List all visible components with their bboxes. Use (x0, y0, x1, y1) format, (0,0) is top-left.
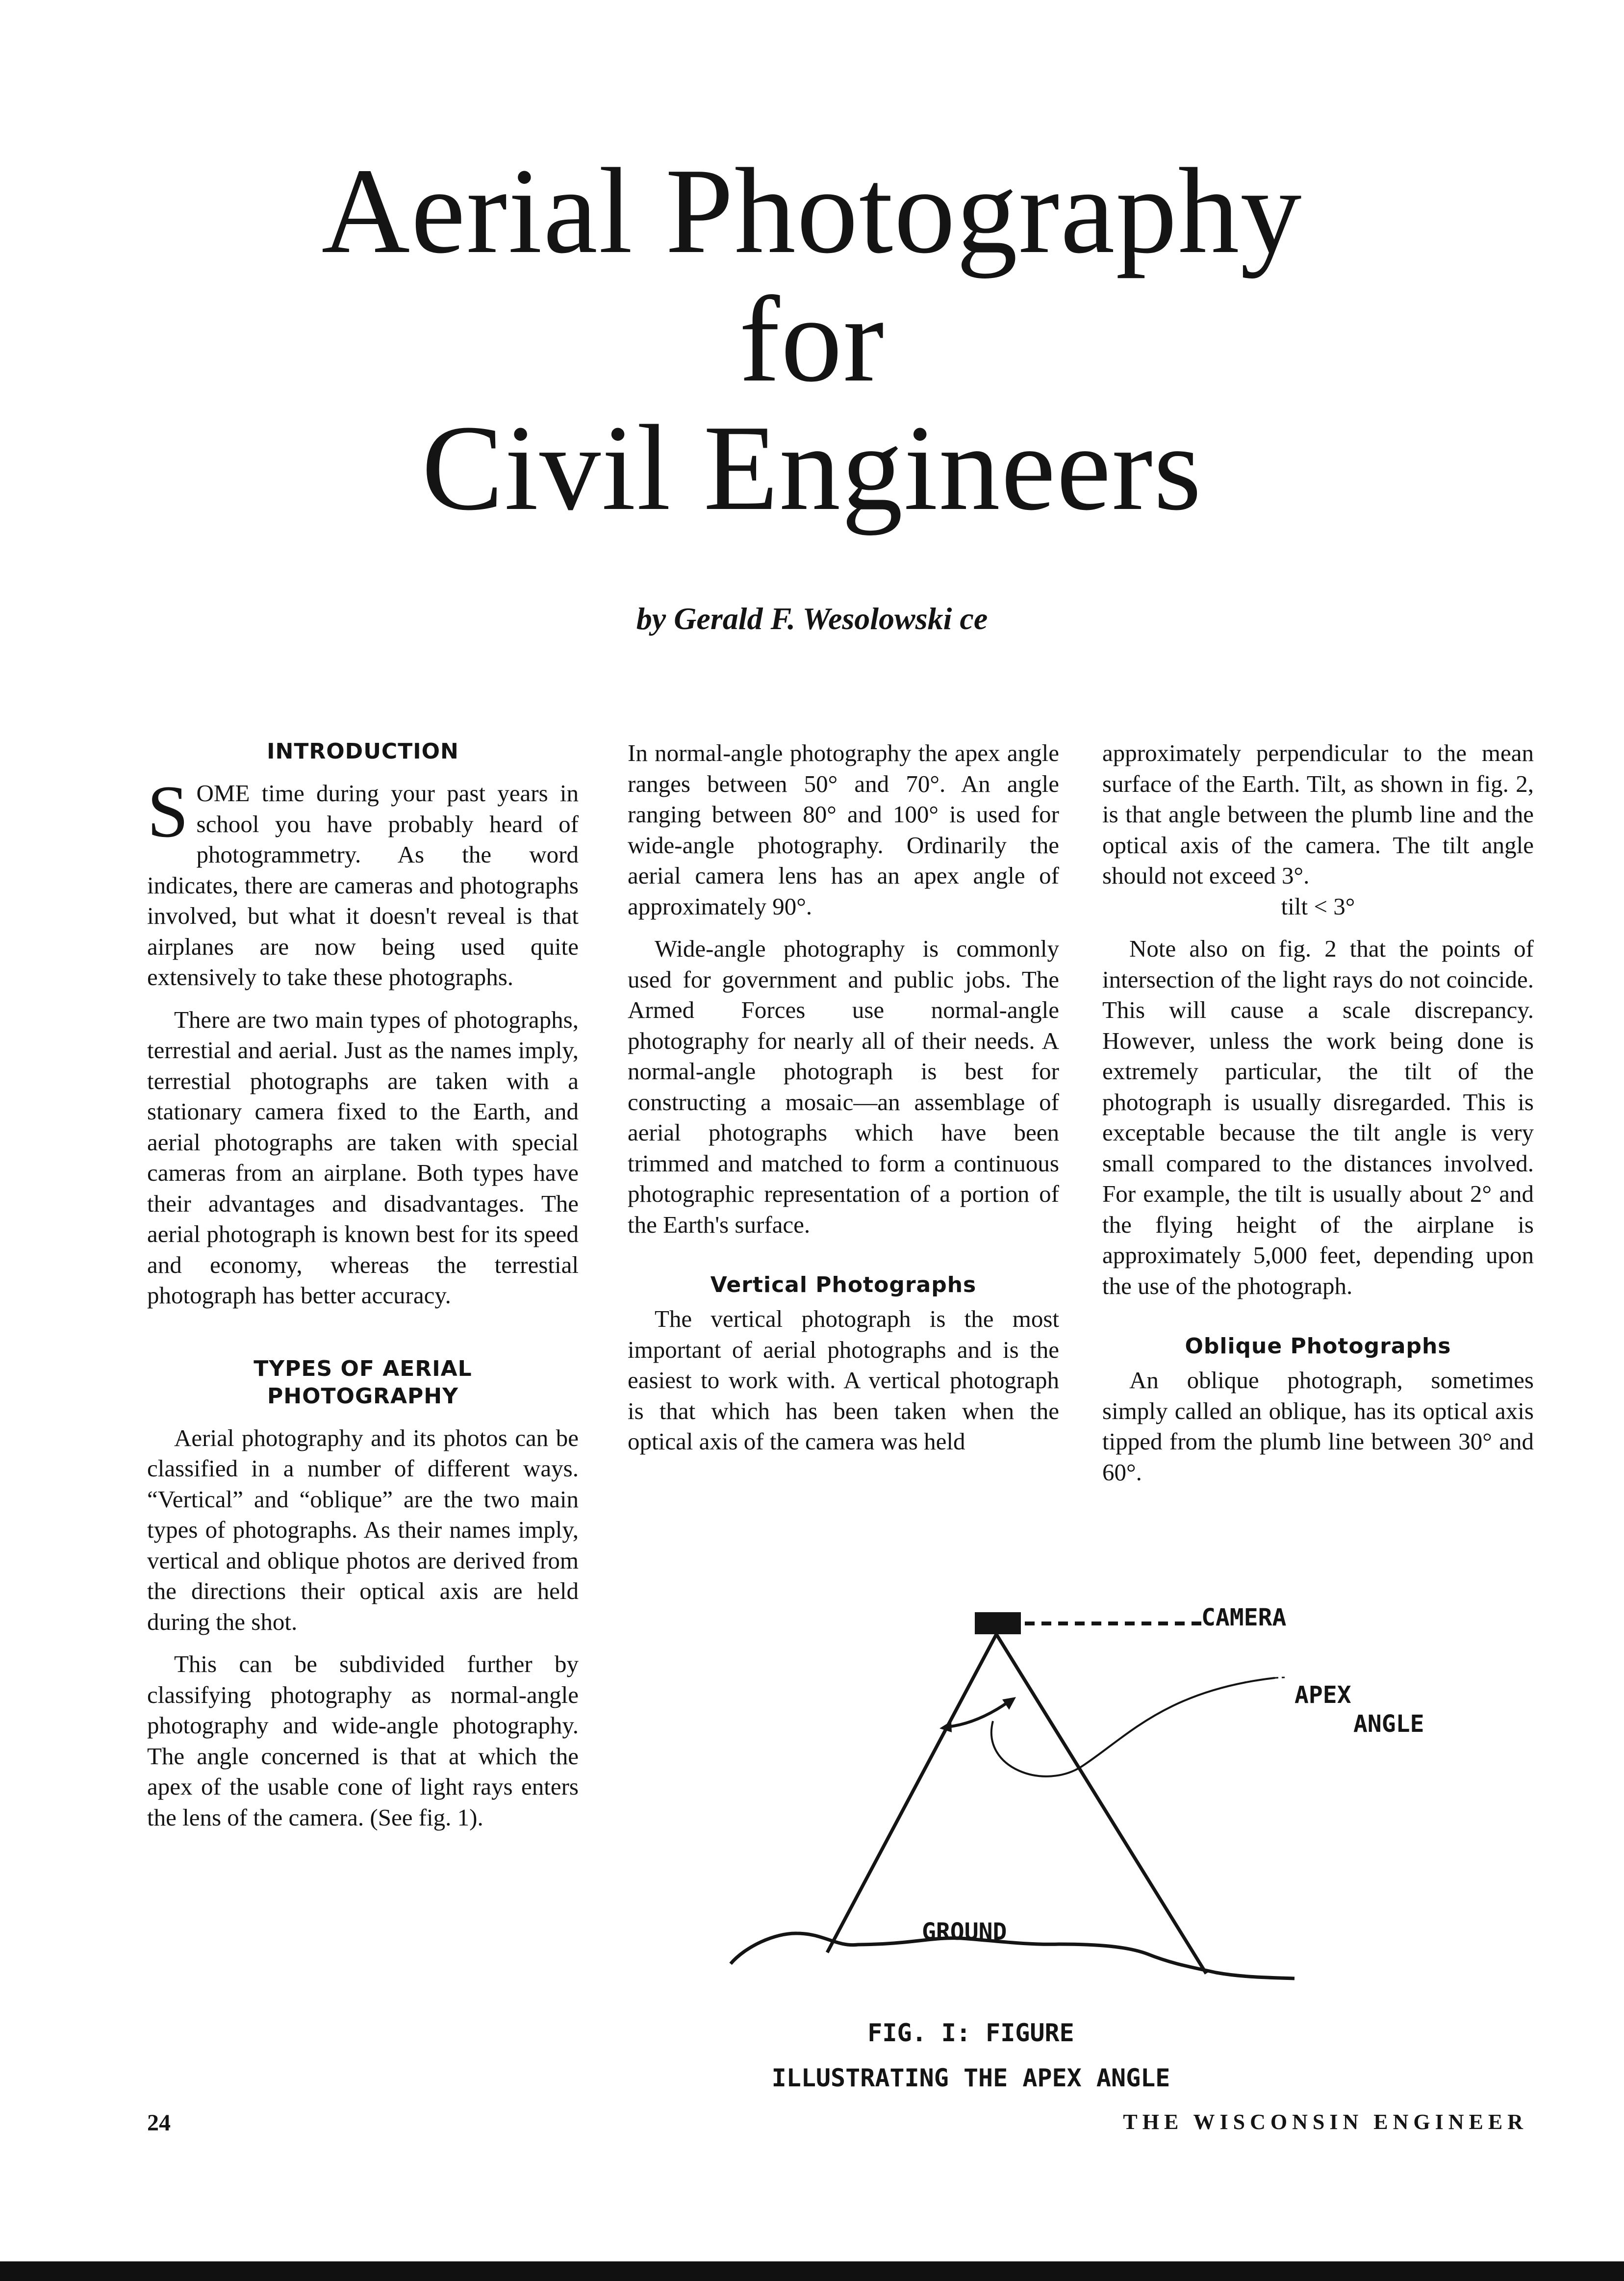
camera-label: CAMERA (1201, 1604, 1287, 1631)
ground-label: GROUND (922, 1918, 1007, 1946)
figure-drawing (706, 1576, 1549, 2018)
column-1 (147, 738, 579, 1833)
ground-line (731, 1933, 1294, 1978)
apex-leader-dashes (1275, 1677, 1285, 1678)
introduction-paragraph-1 (147, 770, 579, 993)
introduction-paragraph-2: There are two main types of photographs, terrestial and aerial. Just as the names imply, terrestial photographs are taken with a stationary camera fixed to the Earth, and aerial photographs are taken with special cameras from an airplane. Both types have their advantages and disadvantages. The aerial photograph is known best for its speed and economy, whereas the terrestial photograph has better accuracy. (147, 1006, 579, 1309)
column-3-paragraph-2: Note also on fig. 2 that the points of intersection of the light rays do not coincide. This will cause a scale discrepancy. However, unless the work being done is extremely particular, the tilt of the photograph is usually disregarded. This is exceptable because the tilt angle is very small compared to the distances involved. For example, the tilt is usually about 2° and the flying height of the airplane is approximately 5,000 feet, depending upon the use of the photograph. (1102, 935, 1534, 1299)
drop-cap: S (147, 770, 189, 853)
byline: by Gerald F. Wesolowski ce (636, 601, 988, 636)
apex-label-line-2: ANGLE (1353, 1710, 1424, 1738)
column-2-paragraph-3: The vertical photograph is the most important of aerial photographs and is the easiest to work with. A vertical photograph is that which has been taken when the optical axis of the camera was held (628, 1305, 1059, 1455)
journal-name: THE WISCONSIN ENGINEER (1123, 2110, 1528, 2134)
cone-right-ray (996, 1634, 1206, 1974)
column-3-paragraph-3: An oblique photograph, sometimes simply called an oblique, has its optical axis tipped from the plumb line between 30° and 60°. (1102, 1367, 1534, 1486)
article-title (0, 143, 1624, 536)
camera-icon (975, 1612, 1021, 1634)
types-heading-line-2: PHOTOGRAPHY (267, 1383, 458, 1409)
column-3 (1102, 738, 1534, 1488)
title-line-2: for (739, 272, 885, 407)
cone-left-ray (827, 1634, 996, 1952)
figure-caption (706, 2010, 1236, 2101)
introduction-heading: INTRODUCTION (267, 739, 459, 764)
types-paragraph-2: This can be subdivided further by classifying photography as normal-angle photography and wide-angle photography. The angle concerned is that at which the apex of the usable cone of light rays enters the lens of the camera. (See fig. 1). (147, 1650, 579, 1831)
column-2-paragraph-2: Wide-angle photography is commonly used for government and public jobs. The Armed Forces use normal-angle photography for nearly all of their needs. A normal-angle photograph is best for constructing a mosaic—an assemblage of aerial photographs which have been trimmed and matched to form a continuous photographic representation of a portion of the Earth's surface. (628, 935, 1059, 1238)
column-2 (628, 738, 1059, 1457)
column-3-paragraph-1: approximately perpendicular to the mean surface of the Earth. Tilt, as shown in fig. 2, is that angle between the plumb line and the optical axis of the camera. The tilt angle should not exceed 3°. (1102, 739, 1534, 889)
caption-line-1: FIG. I: FIGURE (867, 2019, 1074, 2047)
types-heading-line-1: TYPES OF AERIAL (254, 1356, 472, 1381)
page-number: 24 (147, 2110, 171, 2136)
apex-label-line-1: APEX (1294, 1681, 1351, 1709)
vertical-photographs-heading: Vertical Photographs (710, 1272, 977, 1297)
scan-edge-bar (0, 2261, 1624, 2281)
types-heading (147, 1355, 579, 1410)
caption-line-2: ILLUSTRATING THE APEX ANGLE (771, 2064, 1170, 2092)
introduction-paragraph-1-text: OME time during your past years in school you have probably heard of photogrammetry. As the word indicates, there are cameras and photographs involved, but what it doesn't reveal is that airplanes are now being used quite extensively to take these photographs. (147, 780, 579, 990)
types-paragraph-1: Aerial photography and its photos can be classified in a number of different ways. “Vertical” and “oblique” are the two main types of photographs. As their names imply, vertical and oblique photos are derived from the directions their optical axis are held during the shot. (147, 1424, 579, 1635)
column-2-paragraph-1: In normal-angle photography the apex angle ranges between 50° and 70°. An angle ranging between 80° and 100° is used for wide-angle photography. Ordinarily the aerial camera lens has an apex angle of approximately 90°. (628, 739, 1059, 920)
title-line-1: Aerial Photography (321, 143, 1303, 279)
title-line-3: Civil Engineers (421, 400, 1203, 536)
tilt-formula: tilt < 3° (1281, 892, 1355, 920)
oblique-photographs-heading: Oblique Photographs (1185, 1334, 1451, 1359)
